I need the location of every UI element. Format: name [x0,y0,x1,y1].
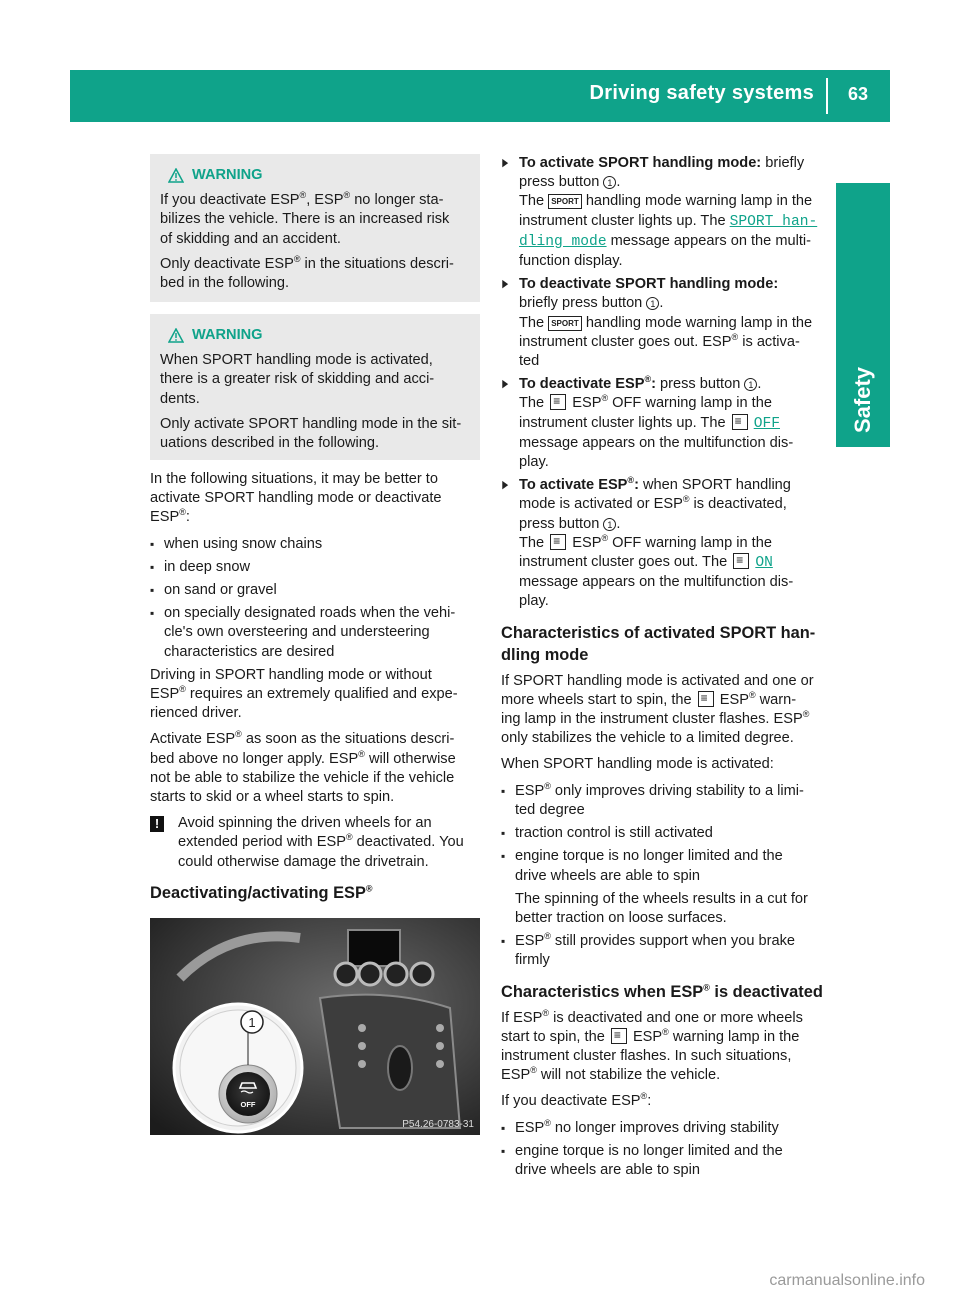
callout-1-icon: 1 [603,176,616,189]
warning-text: Only activate SPORT handling mode in the sit- uations described in the following. [160,415,462,452]
header-bar [70,70,890,122]
section-title: Driving safety systems [589,82,814,104]
sport-icon: SPORT [548,194,582,209]
section-heading: Deactivating/activating ESP® [150,883,373,902]
warning-triangle-icon [168,168,184,183]
list-item: ▪ when using snow chains [150,535,480,554]
section-heading: Characteristics when ESP® is deactivated [501,982,823,1001]
warning-box-1 [150,154,480,302]
esp-icon [733,553,749,569]
warning-text: When SPORT handling mode is activated, there is a greater risk of skidding and acci- dents. [160,352,435,407]
body-paragraph: When SPORT handling mode is activated: [501,756,774,773]
image-code: P54.26-0783-31 [402,1119,474,1130]
body-paragraph: If you deactivate ESP®: [501,1091,652,1110]
callout-1-icon: 1 [603,518,616,531]
side-tab-label: Safety [850,366,875,434]
list-item: ▪ on specially designated roads when the vehi- cle's own oversteering and understeering characteristics are desired [150,604,480,662]
left-body [150,470,480,910]
warning-title: WARNING [192,167,263,183]
list-item: ▪ engine torque is no longer limited and the drive wheels are able to spin [501,1142,833,1180]
body-paragraph: If SPORT handling mode is activated and one or more wheels start to spin, the ≡ ESP® warn- ing lamp in the instrument cluster flashes. ESP® only stabilizes the vehicle to a limited degree. [501,672,833,749]
sport-icon: SPORT [548,316,582,331]
callout-number: 1 [248,1015,256,1030]
page-number: 63 [847,84,868,104]
right-body [501,154,833,1184]
callout-1-icon: 1 [744,378,757,391]
esp-icon [611,1028,627,1044]
list-item: ▪ in deep snow [150,558,480,577]
instruction-step: ▶ To deactivate SPORT handling mode: briefly press button 1 . The SPORT handling mode warning lamp in the instrument cluster goes out. ESP® is activa- ted [501,275,833,371]
list-item: ▪ engine torque is no longer limited and the drive wheels are able to spin The spinning of the wheels results in a cut for better traction on loose surfaces. [501,847,833,928]
intro-paragraph: In the following situations, it may be better to activate SPORT handling mode or deactivate ESP®: [150,471,442,526]
warning-header [168,166,470,185]
dashboard-photo [150,918,480,1135]
list-item: ▪ on sand or gravel [150,581,480,600]
warning-header [168,326,470,345]
watermark: carmanualsonline.info [769,1272,925,1289]
esp-off-icon [550,534,566,550]
dashboard-illustration [150,918,480,1135]
warning-box-2 [150,314,480,460]
exclamation-icon: ! [150,816,164,832]
header-divider [826,78,828,114]
body-paragraph: If ESP® is deactivated and one or more wheels start to spin, the ≡ ESP® warning lamp in the instrument cluster flashes. In such situations, ESP® will not stabilize the vehicle. [501,1009,833,1086]
warning-triangle-icon [168,328,184,343]
callout-1-icon: 1 [646,297,659,310]
body-paragraph: Driving in SPORT handling mode or without ESP® requires an extremely qualified and expe- rienced driver. [150,666,458,722]
warning-text: If you deactivate ESP®, ESP® no longer sta- bilizes the vehicle. There is an increased risk of skidding and an accident. [160,190,450,247]
warning-text: Only deactivate ESP® in the situations descri- bed in the following. [160,253,454,292]
esp-off-icon [550,394,566,410]
list-item: ▪ ESP® still provides support when you brake firmly [501,932,833,970]
body-paragraph: Activate ESP® as soon as the situations descri- bed above no longer apply. ESP® will otherwise not be able to stabilize the vehicle if the vehicle starts to skid or a wheel starts to spin. [150,729,456,806]
list-item: ▪ traction control is still activated [501,824,833,843]
instruction-step: ▶ To activate SPORT handling mode: briefly press button 1 . The SPORT handling mode warning lamp in the instrument cluster lights up. The SPORT han‐ dling mode message appears on the multi- function display. [501,154,833,271]
esp-off-button-label: OFF [240,1100,256,1109]
list-item: ▪ ESP® only improves driving stability to a limi- ted degree [501,782,833,820]
esp-icon [698,691,714,707]
note: ! Avoid spinning the driven wheels for an extended period with ESP® deactivated. You could otherwise damage the drivetrain. [150,814,480,872]
esp-icon [732,414,748,430]
list-item: ▪ ESP® no longer improves driving stability [501,1119,833,1138]
warning-title: WARNING [192,327,263,343]
section-heading: Characteristics of activated SPORT han- dling mode [501,623,816,664]
instruction-step: ▶ To activate ESP®: when SPORT handling mode is activated or ESP® is deactivated, press button 1 . The ≡ ESP® OFF warning lamp in the instrument cluster goes out. The ≡ ON message appears on the multifunction dis- play. [501,476,833,611]
instruction-step: ▶ To deactivate ESP®: press button 1 . The ≡ ESP® OFF warning lamp in the instrument cluster lights up. The ≡ OFF message appears on the multifunction dis- play. [501,375,833,472]
